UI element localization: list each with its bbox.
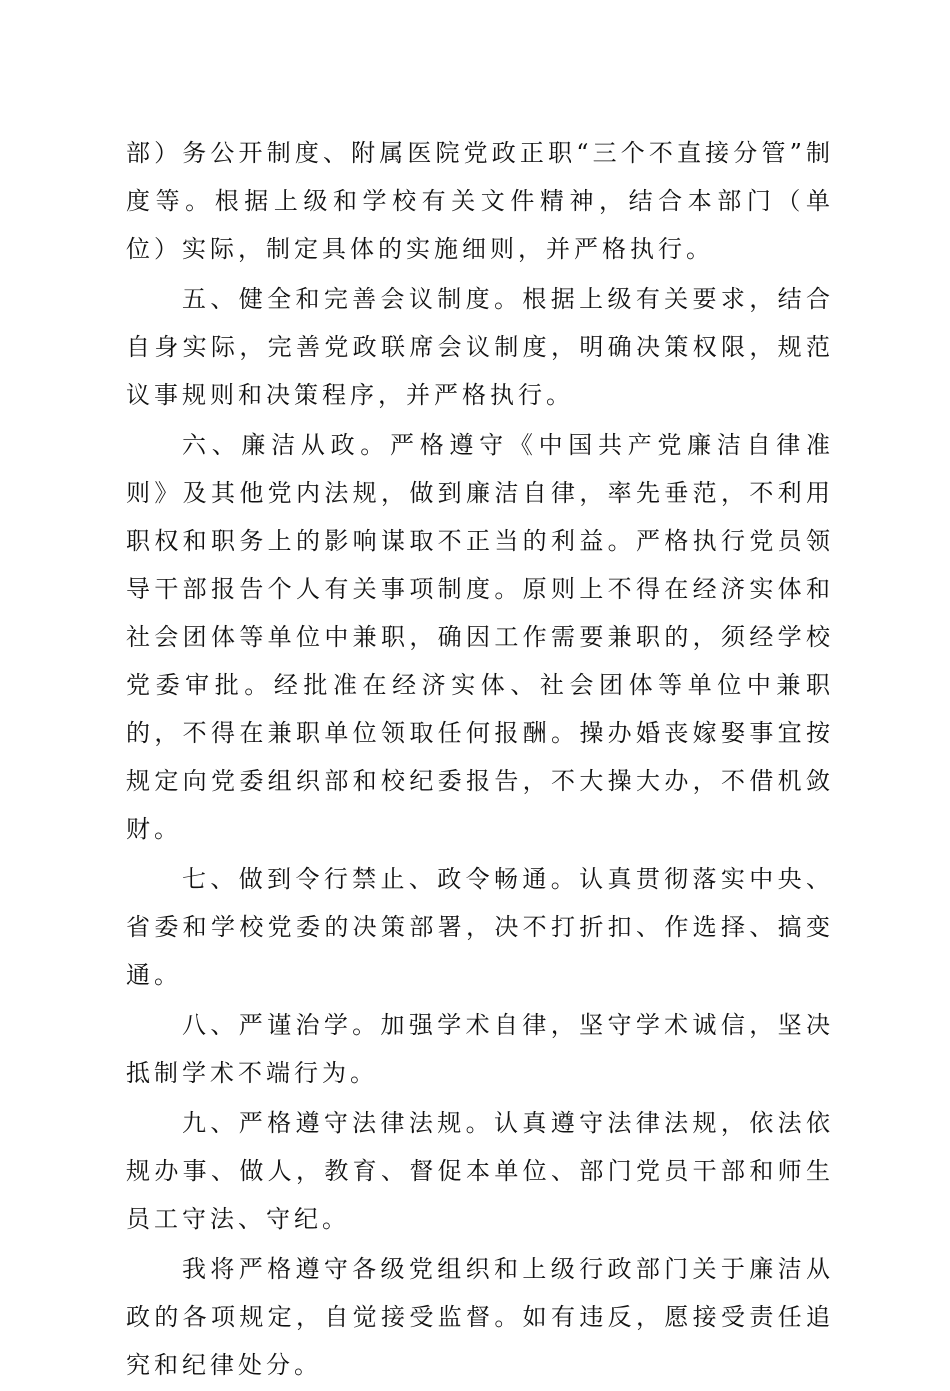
document-body [126, 129, 834, 1391]
paragraph-item-7: 七、做到令行禁止、政令畅通。认真贯彻落实中央、省委和学校党委的决策部署，决不打折扣、作选择、搞变通。 [126, 865, 834, 989]
paragraph-item-8: 八、严谨治学。加强学术自律，坚守学术诚信，坚决抵制学术不端行为。 [126, 1011, 834, 1087]
paragraph-item-5: 五、健全和完善会议制度。根据上级有关要求，结合自身实际，完善党政联席会议制度，明确决策权限，规范议事规则和决策程序，并严格执行。 [126, 285, 834, 409]
paragraph-continuation: 部）务公开制度、附属医院党政正职“三个不直接分管”制度等。根据上级和学校有关文件精神，结合本部门（单位）实际，制定具体的实施细则，并严格执行。 [126, 139, 834, 263]
paragraph-closing-pledge: 我将严格遵守各级党组织和上级行政部门关于廉洁从政的各项规定，自觉接受监督。如有违反，愿接受责任追究和纪律处分。 [126, 1255, 834, 1379]
paragraph-item-9: 九、严格遵守法律法规。认真遵守法律法规，依法依规办事、做人，教育、督促本单位、部门党员干部和师生员工守法、守纪。 [126, 1109, 834, 1233]
paragraph-item-6: 六、廉洁从政。严格遵守《中国共产党廉洁自律准则》及其他党内法规，做到廉洁自律，率先垂范，不利用职权和职务上的影响谋取不正当的利益。严格执行党员领导干部报告个人有关事项制度。原则上不得在经济实体和社会团体等单位中兼职，确因工作需要兼职的，须经学校党委审批。经批准在经济实体、社会团体等单位中兼职的，不得在兼职单位领取任何报酬。操办婚丧嫁娶事宜按规定向党委组织部和校纪委报告，不大操大办，不借机敛财。 [126, 431, 834, 843]
